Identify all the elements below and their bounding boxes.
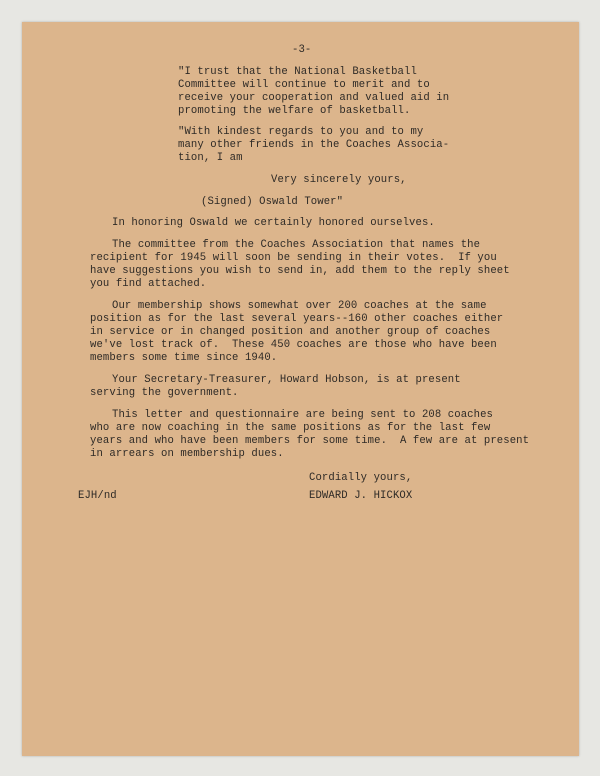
questionnaire-line: who are now coaching in the same positions as for the last few	[90, 422, 491, 434]
committee-line: The committee from the Coaches Association that names the	[112, 239, 481, 251]
membership-line: we've lost track of. These 450 coaches are those who have been	[90, 339, 497, 351]
signer-name: EDWARD J. HICKOX	[309, 490, 413, 502]
membership-line: position as for the last several years--160 other coaches either	[90, 313, 504, 325]
quote-line: "With kindest regards to you and to my	[178, 126, 424, 138]
quote-line: promoting the welfare of basketball.	[178, 105, 411, 117]
letter-page	[22, 22, 579, 756]
secretary-line: Your Secretary-Treasurer, Howard Hobson, is at present	[112, 374, 461, 386]
committee-line: you find attached.	[90, 278, 207, 290]
typist-initials: EJH/nd	[78, 490, 117, 502]
questionnaire-line: years and who have been members for some time. A few are at present	[90, 435, 530, 447]
quote-line: "I trust that the National Basketball	[178, 66, 417, 78]
secretary-line: serving the government.	[90, 387, 239, 399]
quote-closing: Very sincerely yours,	[271, 174, 407, 186]
cordially-closing: Cordially yours,	[309, 472, 413, 484]
membership-line: members some time since 1940.	[90, 352, 278, 364]
membership-line: Our membership shows somewhat over 200 coaches at the same	[112, 300, 487, 312]
membership-line: in service or in changed position and another group of coaches	[90, 326, 491, 338]
quote-line: tion, I am	[178, 152, 243, 164]
quote-line: receive your cooperation and valued aid in	[178, 92, 450, 104]
quote-signature: (Signed) Oswald Tower"	[201, 196, 344, 208]
committee-line: recipient for 1945 will soon be sending in their votes. If you	[90, 252, 497, 264]
quote-line: many other friends in the Coaches Associa-	[178, 139, 450, 151]
quote-line: Committee will continue to merit and to	[178, 79, 430, 91]
questionnaire-line: This letter and questionnaire are being sent to 208 coaches	[112, 409, 493, 421]
questionnaire-line: in arrears on membership dues.	[90, 448, 284, 460]
committee-line: have suggestions you wish to send in, add them to the reply sheet	[90, 265, 510, 277]
page-number: -3-	[292, 44, 312, 56]
honoring-line: In honoring Oswald we certainly honored ourselves.	[112, 217, 435, 229]
